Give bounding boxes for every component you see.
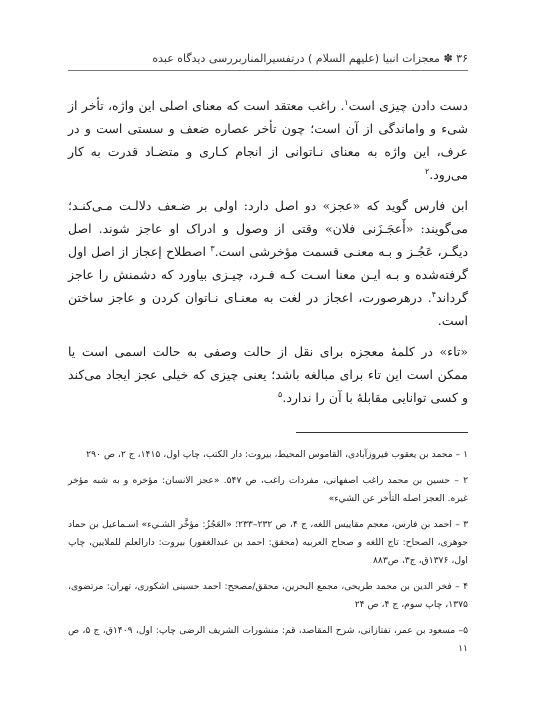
footnote-1: ۱ – محمد بن یعقوب فیروزآبادی، القاموس المحیط، بیروت: دار الکتب، چاپ اول، ۱۴۱۵، ج ۲، ص ۲۹۰ xyxy=(86,449,468,460)
footnote-marker[interactable]: ۲ xyxy=(424,166,430,176)
header-rule xyxy=(68,70,468,71)
footnote-separator xyxy=(296,432,468,433)
footnote-4: ۴ – فخر الدین بن محمد طریحی، مجمع البحرین، محقق/مصحح: احمد حسینی اشکوری، تهران: مرتضوی، ۱۳۷۵، چاپ سوم، ج ۴، ص ۲۴ xyxy=(68,581,468,610)
paragraph-1 xyxy=(68,94,468,186)
main-text xyxy=(68,94,468,417)
footnote-marker[interactable]: ۴ xyxy=(431,289,437,299)
paragraph-text: . راغب معتقد است که معنای اصلی این واژه، تأخر از شیء و واماندگی از آن است؛ چون تأخر عصاره ضعف و سستی است و در عرف، این واژه به معنای نـاتوانی از انجام کـاری و متضـاد قدرت به کار می‌رود. xyxy=(68,98,469,182)
paragraph-text: اصطلاح إعجاز از اصل اول گرفته‌شده و بـه ایـن معنا اسـت کـه فـرد، چیـزی بیاورد که دشمنش را عاجز گرداند xyxy=(68,244,468,305)
footnote-2: ۲ – حسین بن محمد راغب اصفهانی، مفردات راغب، ص ۵۴۷. «عجز الانسان: مؤخره و به شبه مؤخر غیره. العجز اصله التأخر عن الشيء» xyxy=(68,475,468,504)
paragraph-3 xyxy=(68,340,468,409)
paragraph-text: . درهرصورت، اعجاز در لغت به معنـای نـاتوان کردن و عاجز ساختن است. xyxy=(68,290,468,328)
footnote-marker[interactable]: ۵ xyxy=(278,389,283,399)
footnote-5: ۵– مسعود بن عمر، تفتازانی، شرح المقاصد، قم: منشورات الشریف الرضی چاپ: اول، ۱۴۰۹ق، ج ۵، ص ۱۱ xyxy=(68,625,468,654)
paragraph-text: دست دادن چیزی است xyxy=(348,98,468,113)
footnote-3: ۳ – احمد بن فارس، معجم مقاییس اللغه، ج ۴، ص ۲۳۲–۲۳۳؛ «العَجُزُ: مؤخَّر الشـيء» اسـماعیل بن حماد جوهری، الصحاح: تاج اللغه و صحاح العربیه (محقق: احمد بن عبدالغفور) بیروت: دارالعلم للملایین، چاپ اول، ۱۳۷۶ق، ج۳، ص۸۸۳ xyxy=(68,519,468,566)
running-header: ۳۶ ✽ معجزات انبیا (علیهم السلام ) درتفسیرالمناربررسی دیدگاه عبده xyxy=(152,52,468,65)
paragraph-2 xyxy=(68,194,468,332)
footnote-marker[interactable]: ۱ xyxy=(344,97,349,107)
footnotes xyxy=(68,446,468,666)
paragraph-text: «تاء» در کلمهٔ معجزه برای نقل از حالت وصفی به حالت اسمی است یا ممکن است این تاء برای مبالغه باشد؛ یعنی چیزی که خیلی عجز ایجاد می‌کند و کسی توانایی مقابلهٔ با آن را ندارد. xyxy=(68,344,468,405)
paragraph-text: ابن فارس گوید که «عجز» دو اصل دارد: اولی بر ضـعف دلالـت مـی‌کنـد؛ می‌گویند: «أَعجَـزَنی فلان» وقتی از وصول و ادراک او عاجز شوند. اصل دیگـر، عَجُـز و بـه معنـی قسمت مؤخرشی است. xyxy=(68,198,469,259)
footnote-marker[interactable]: ۳ xyxy=(210,243,215,253)
